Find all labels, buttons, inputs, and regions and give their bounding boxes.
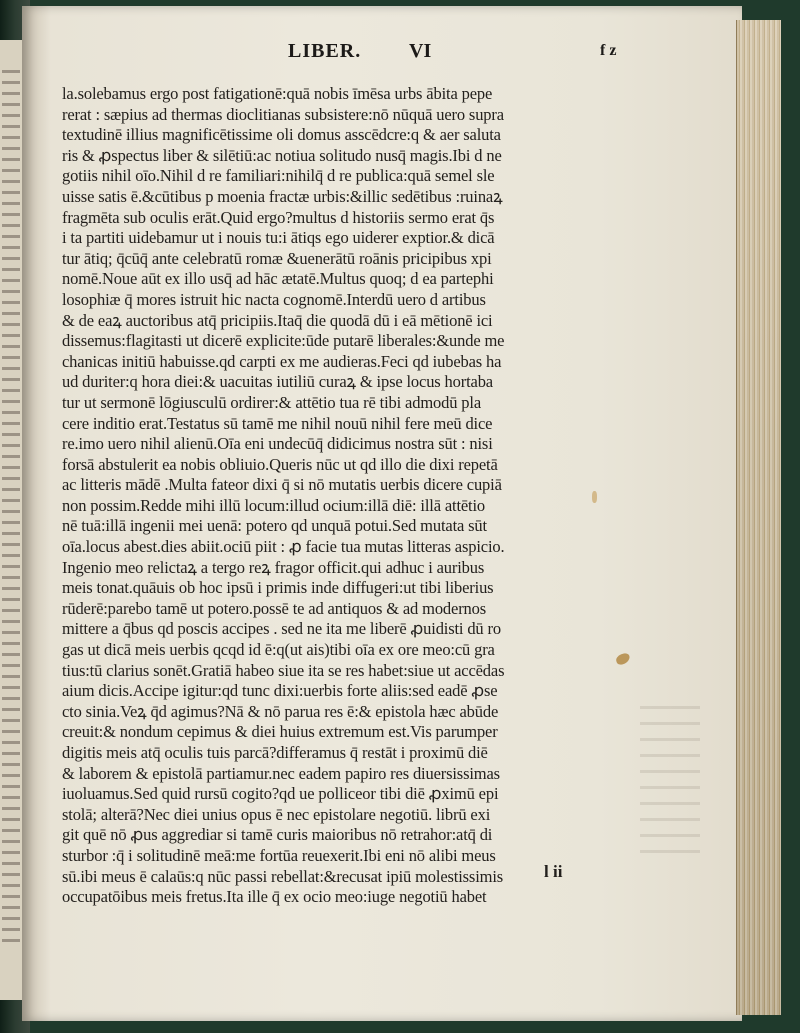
text-line: i ta partiti uidebamur ut i nouis tu:i ātiqs ego uiderer exptior.& dicā bbox=[62, 228, 495, 248]
text-line: chanicas initiū habuisse.qd carpti ex me audieras.Feci qd iubebas ha bbox=[62, 351, 502, 371]
page-header bbox=[22, 40, 742, 70]
text-line: occupatōibus meis fretus.Ita ille q̄ ex ocio meo:iuge negotiū habet bbox=[62, 887, 487, 907]
text-line: Ingenio meo relictaꝝ a tergo reꝝ fragor officit.qui adhuc i auribus bbox=[62, 557, 485, 577]
text-line: losophiæ q̄ mores istruit hic nacta cognomē.Interdū uero d artibus bbox=[62, 289, 486, 309]
text-line: uisse satis ē.&cūtibus p moenia fractæ urbis:&illic sedētibus :ruinaꝝ bbox=[62, 186, 503, 206]
text-line: mittere a q̄bus qd poscis accipes . sed ne ita me liberē ꝓuidisti dū ro bbox=[62, 619, 501, 639]
signature-mark: l ii bbox=[544, 862, 563, 881]
text-line: aium dicis.Accipe igitur:qd tunc dixi:uerbis forte aliis:sed eadē ꝓse bbox=[62, 681, 498, 701]
text-line: tur ut sermonē lōgiusculū ordirer:& attētio tua rē tibi admodū pla bbox=[62, 392, 481, 412]
text-line: gas ut dicā meis uerbis qcqd id ē:q(ut ais)tibi oīa ex ore meo:cū gra bbox=[62, 640, 495, 660]
text-line: cto sinia.Veꝝ q̄d agimus?Nā & nō parua res ē:& epistola hæc abūde bbox=[62, 701, 499, 721]
text-line: ac litteris mādē .Multa fateor dixi q̄ si nō mutatis uerbis dicere cupiā bbox=[62, 475, 502, 495]
book-page bbox=[22, 6, 742, 1021]
text-line: & de eaꝝ auctoribus atq̄ pricipiis.Itaq̄ die quodā dū i eā mētionē ici bbox=[62, 310, 493, 330]
text-line: non possim.Redde mihi illū locum:illud ocium:illā diē: illā attētio bbox=[62, 495, 486, 515]
text-line: tur ātiq; q̄cūq̄ ante celebratū romæ &uenerātū roānis pricipibus xpi bbox=[62, 248, 492, 268]
text-line: sū.ibi meus ē calaūs:q nūc passi rebellat:&recusat ipiū molestissimis bbox=[62, 866, 504, 886]
text-line: fragmēta sub oculis erāt.Quid ergo?multus d historiis sermo erat q̄s bbox=[62, 207, 495, 227]
page-stack-edge bbox=[736, 20, 781, 1015]
ink-stain bbox=[592, 491, 597, 503]
text-line: rūderē:parebo tamē ut potero.possē te ad antiquos & ad modernos bbox=[62, 598, 487, 618]
text-line: sturbor :q̄ i solitudinē meā:me fortūa reuexerit.Ibi eni nō alibi meus bbox=[62, 845, 496, 865]
text-line: nomē.Noue aūt ex illo usq̄ ad hāc ætatē.Multus quoq; d ea partephi bbox=[62, 269, 494, 289]
text-line: gotiis nihil oīo.Nihil d re familiari:nihilq̄ d re publica:quā semel sle bbox=[62, 166, 495, 186]
text-line: iuoluamus.Sed quid rursū cogito?qd ue polliceor tibi diē ꝓximū epi bbox=[62, 784, 499, 804]
text-line: rerat : sæpius ad thermas dioclitianas subsistere:nō nūquā uero supra bbox=[62, 104, 504, 124]
text-line: digitis meis atq̄ oculis tuis parcā?differamus q̄ restāt i proximū diē bbox=[62, 743, 488, 762]
text-line: meis tonat.quāuis ob hoc ipsū i primis inde diffugeri:ut tibi liberius bbox=[62, 578, 494, 598]
text-line: oīa.locus abest.dies abiit.ociū piit : ꝓ facie tua mutas litteras aspicio. bbox=[62, 537, 505, 557]
text-line: la.solebamus ergo post fatigationē:quā nobis īmēsa urbs ābita pepe bbox=[62, 84, 493, 103]
text-line: re.imo uero nihil alienū.Oīa eni undecūq̄ didicimus nostra sūt : nisi bbox=[62, 434, 493, 454]
previous-page-edge bbox=[0, 40, 23, 1000]
text-line: creuit:& nondum cepimus & diei huius extremum est.Vis parumper bbox=[62, 722, 498, 742]
show-through-marginalia bbox=[640, 706, 700, 856]
running-head: LIBER. bbox=[288, 40, 362, 62]
text-line: & laborem & epistolā partiamur.nec eadem papiro res diuersissimas bbox=[62, 763, 500, 783]
text-line: cere inditio erat.Testatus sū tamē me nihil nouū nihil fere meū dice bbox=[62, 413, 493, 433]
text-line: ud duriter:q hora diei:& uacuitas iutiliū curaꝝ & ipse locus hortaba bbox=[62, 372, 493, 392]
text-line: textudinē illius magnificētissime oli domus asscēdcre:q & aer saluta bbox=[62, 125, 501, 145]
body-text bbox=[62, 84, 602, 908]
text-line: tius:tū clarius sonēt.Gratiā habeo siue ita se res habet:siue ut accēdas bbox=[62, 660, 505, 680]
text-line: forsā abstulerit ea nobis obliuio.Queris nūc ut qd illo die dixi repetā bbox=[62, 454, 498, 474]
text-line: ris & ꝓspectus liber & silētiū:ac notiua solitudo nusq̄ magis.Ibi d ne bbox=[62, 145, 502, 165]
ink-stain bbox=[615, 652, 632, 666]
text-line: stolā; alterā?Nec diei unius opus ē nec epistolare negotiū. librū exi bbox=[62, 804, 491, 824]
text-line: nē tuā:illā ingenii mei uenā: potero qd unquā potui.Sed mutata sūt bbox=[62, 516, 487, 536]
text-line: dissemus:flagitasti ut dicerē explicite:ūde putarē liberales:&unde me bbox=[62, 331, 505, 351]
text-line: git quē nō ꝓus aggrediar si tamē curis maioribus nō retrahor:atq̄ di bbox=[62, 825, 493, 845]
book-number: VI bbox=[409, 40, 432, 62]
corner-mark: f z bbox=[600, 42, 617, 59]
